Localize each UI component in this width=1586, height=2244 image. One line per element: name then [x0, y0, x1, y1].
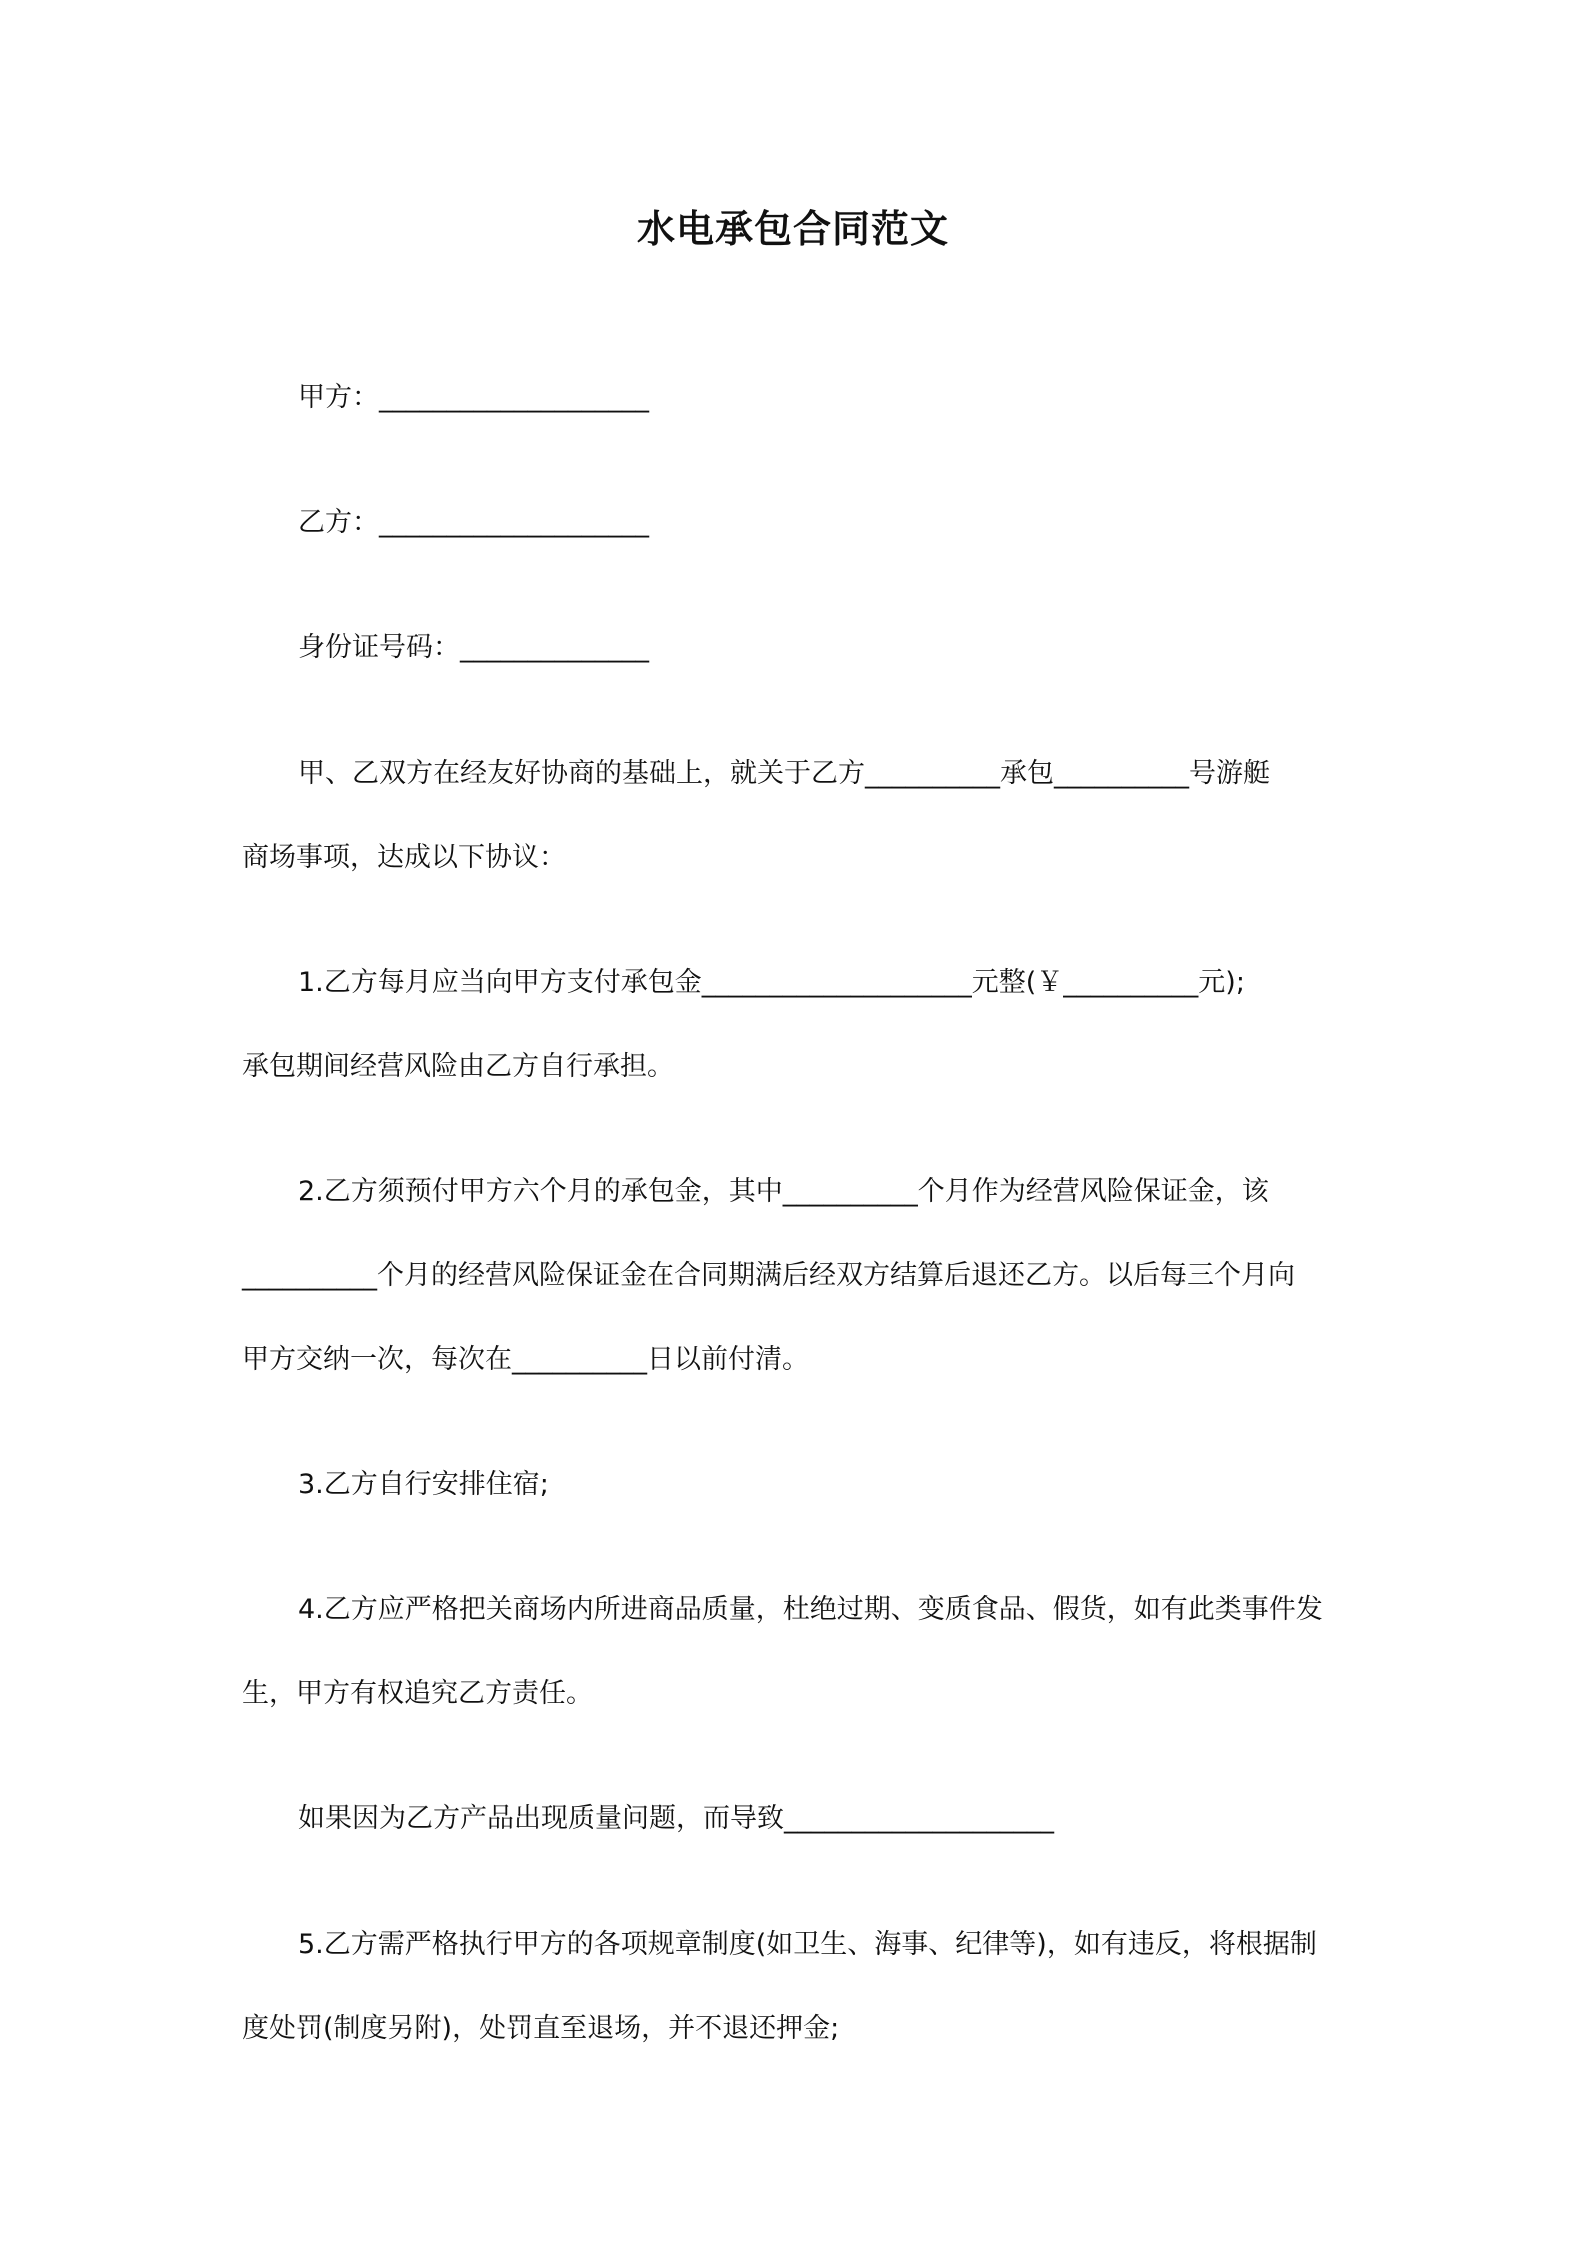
clause-1-line-1: 1.乙方每月应当向甲方支付承包金____________________元整(￥__________元);	[298, 967, 1245, 998]
clause-3-line-1: 3.乙方自行安排住宿;	[298, 1469, 549, 1500]
clause-4-note-line: 如果因为乙方产品出现质量问题，而导致____________________	[298, 1803, 1054, 1834]
clause-2-line-3: 甲方交纳一次，每次在__________日以前付清。	[242, 1344, 809, 1375]
party-b-line: 乙方：____________________	[298, 507, 649, 538]
clause-5-line-1: 5.乙方需严格执行甲方的各项规章制度(如卫生、海事、纪律等)，如有违反，将根据制	[298, 1929, 1317, 1960]
party-a-line: 甲方：____________________	[298, 382, 649, 413]
intro-line-2: 商场事项，达成以下协议：	[242, 842, 566, 873]
id-number-line: 身份证号码：______________	[298, 632, 649, 663]
intro-line-1: 甲、乙双方在经友好协商的基础上，就关于乙方__________承包__________号游艇	[298, 758, 1270, 789]
document-title: 水电承包合同范文	[636, 207, 949, 251]
clause-1-line-2: 承包期间经营风险由乙方自行承担。	[242, 1051, 674, 1082]
clause-4-line-2: 生，甲方有权追究乙方责任。	[242, 1678, 593, 1709]
clause-5-line-2: 度处罚(制度另附)，处罚直至退场，并不退还押金;	[242, 2013, 840, 2044]
clause-4-line-1: 4.乙方应严格把关商场内所进商品质量，杜绝过期、变质食品、假货，如有此类事件发	[298, 1594, 1323, 1625]
clause-2-line-2: __________个月的经营风险保证金在合同期满后经双方结算后退还乙方。以后每三个月向	[242, 1260, 1295, 1291]
clause-2-line-1: 2.乙方须预付甲方六个月的承包金，其中__________个月作为经营风险保证金，该	[298, 1176, 1269, 1207]
